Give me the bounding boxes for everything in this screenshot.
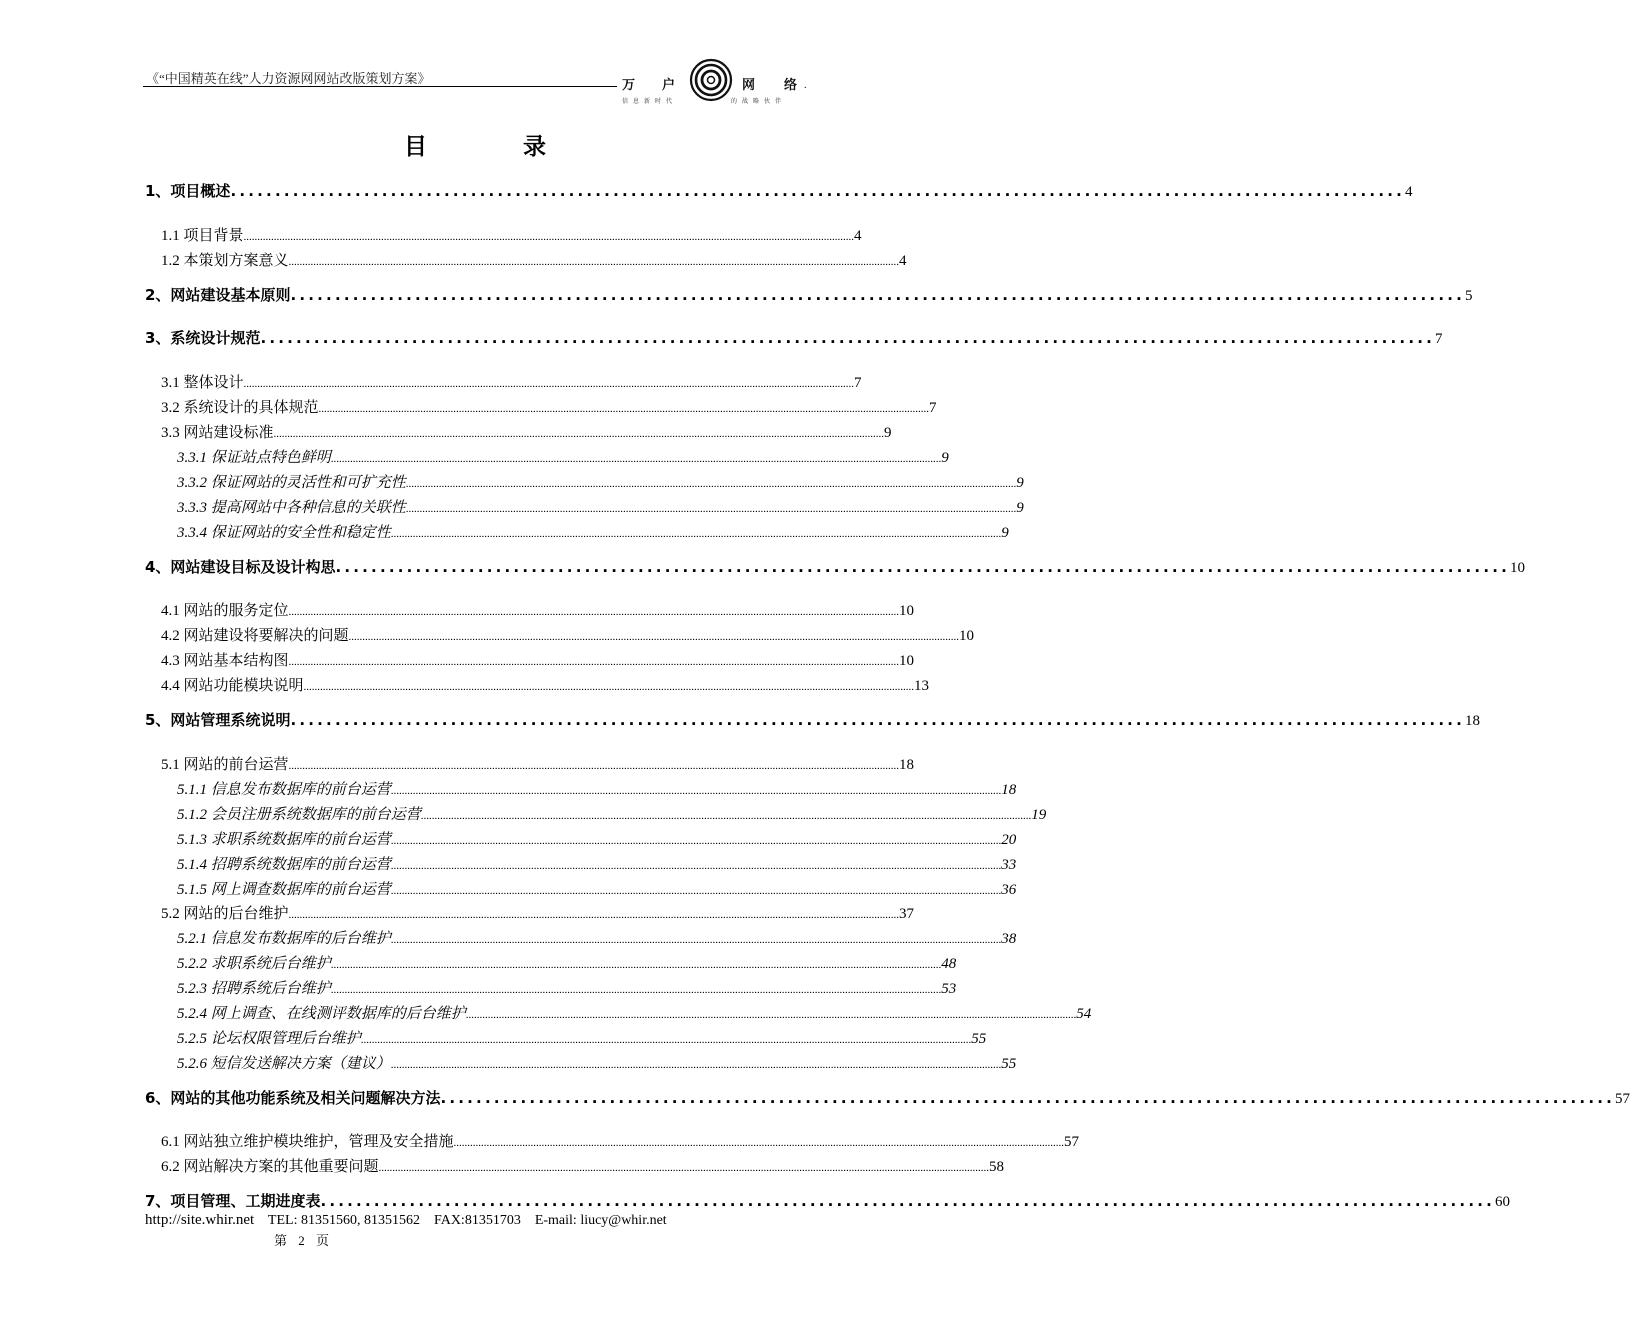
footer-email[interactable]: E-mail: liucy@whir.net xyxy=(534,1213,667,1228)
logo-dot: . xyxy=(804,80,807,91)
footer-contact xyxy=(145,1212,667,1229)
toc-entry-6[interactable]: 6、网站的其他功能系统及相关问题解决方法 .................................................................................................................................... 57 xyxy=(145,1089,1630,1107)
logo-tagline-right: 的战略伙伴 xyxy=(731,98,787,105)
toc-entry-4-3[interactable]: 4.3 网站基本结构图 .............................................................................................................................................................................................................................. 10 xyxy=(161,653,915,669)
toc-entry-3-3-3[interactable]: 3.3.3 提高网站中各种信息的关联性 .............................................................................................................................................................................................................................. 9 xyxy=(177,500,1024,516)
toc-entry-5-2-6[interactable]: 5.2.6 短信发送解决方案（建议） .............................................................................................................................................................................................................................. 55 xyxy=(177,1056,1017,1072)
toc-entry-4-4[interactable]: 4.4 网站功能模块说明 .............................................................................................................................................................................................................................. 13 xyxy=(161,678,930,694)
toc-entry-3-2[interactable]: 3.2 系统设计的具体规范 .............................................................................................................................................................................................................................. 7 xyxy=(161,400,937,416)
toc-entry-5-1-2[interactable]: 5.1.2 会员注册系统数据库的前台运营 .............................................................................................................................................................................................................................. 19 xyxy=(177,807,1047,823)
toc-entry-1-1[interactable]: 1.1 项目背景 .............................................................................................................................................................................................................................. 4 xyxy=(161,228,862,244)
logo-char-1: 万 xyxy=(622,78,636,93)
toc-entry-5[interactable]: 5、网站管理系统说明 .................................................................................................................................... 18 xyxy=(145,711,1481,729)
footer-tel: TEL: 81351560, 81351562 xyxy=(267,1213,420,1228)
toc-entry-6-1[interactable]: 6.1 网站独立维护模块维护，管理及安全措施 .............................................................................................................................................................................................................................. 57 xyxy=(161,1134,1080,1150)
toc-entry-4-1[interactable]: 4.1 网站的服务定位 .............................................................................................................................................................................................................................. 10 xyxy=(161,603,915,619)
toc-entry-2[interactable]: 2、网站建设基本原则 .................................................................................................................................... 5 xyxy=(145,286,1473,304)
logo-char-4: 络 xyxy=(784,78,798,93)
toc-entry-5-2-5[interactable]: 5.2.5 论坛权限管理后台维护 .............................................................................................................................................................................................................................. 55 xyxy=(177,1031,987,1047)
toc-entry-5-1-3[interactable]: 5.1.3 求职系统数据库的前台运营 .............................................................................................................................................................................................................................. 20 xyxy=(177,832,1017,848)
footer-fax: FAX:81351703 xyxy=(433,1213,521,1228)
toc-entry-5-1-1[interactable]: 5.1.1 信息发布数据库的前台运营 .............................................................................................................................................................................................................................. 18 xyxy=(177,782,1017,798)
toc-entry-4[interactable]: 4、网站建设目标及设计构思 .................................................................................................................................... 10 xyxy=(145,558,1526,576)
toc-entry-1-2[interactable]: 1.2 本策划方案意义 .............................................................................................................................................................................................................................. 4 xyxy=(161,253,907,269)
toc-heading: 目 录 xyxy=(403,134,590,160)
toc-entry-5-2-4[interactable]: 5.2.4 网上调查、在线测评数据库的后台维护 .............................................................................................................................................................................................................................. 54 xyxy=(177,1006,1092,1022)
logo-char-3: 网 xyxy=(742,78,756,93)
toc-entry-5-1[interactable]: 5.1 网站的前台运营 .............................................................................................................................................................................................................................. 18 xyxy=(161,757,915,773)
toc-entry-5-1-4[interactable]: 5.1.4 招聘系统数据库的前台运营 .............................................................................................................................................................................................................................. 33 xyxy=(177,857,1017,873)
logo-char-2: 户 xyxy=(662,78,676,93)
toc-entry-3-3[interactable]: 3.3 网站建设标准 .............................................................................................................................................................................................................................. 9 xyxy=(161,425,892,441)
toc-entry-5-2[interactable]: 5.2 网站的后台维护 .............................................................................................................................................................................................................................. 37 xyxy=(161,906,915,922)
logo-tagline-left: 信息新时代 xyxy=(622,98,678,105)
toc-entry-3-1[interactable]: 3.1 整体设计 .............................................................................................................................................................................................................................. 7 xyxy=(161,375,862,391)
toc-entry-3[interactable]: 3、系统设计规范 .................................................................................................................................... 7 xyxy=(145,329,1443,347)
toc-entry-6-2[interactable]: 6.2 网站解决方案的其他重要问题 .............................................................................................................................................................................................................................. 58 xyxy=(161,1159,1005,1175)
footer-url[interactable]: http://site.whir.net xyxy=(145,1212,255,1228)
header-rule xyxy=(143,86,617,87)
toc-entry-7[interactable]: 7、项目管理、工期进度表 .................................................................................................................................... 60 xyxy=(145,1192,1511,1210)
swirl-logo-icon xyxy=(687,54,735,106)
toc-entry-3-3-4[interactable]: 3.3.4 保证网站的安全性和稳定性 .............................................................................................................................................................................................................................. 9 xyxy=(177,525,1009,541)
toc-entry-5-1-5[interactable]: 5.1.5 网上调查数据库的前台运营 .............................................................................................................................................................................................................................. 36 xyxy=(177,882,1017,898)
page-number: 第 2 页 xyxy=(274,1233,334,1248)
toc-entry-3-3-2[interactable]: 3.3.2 保证网站的灵活性和可扩充性 .............................................................................................................................................................................................................................. 9 xyxy=(177,475,1024,491)
toc-entry-5-2-1[interactable]: 5.2.1 信息发布数据库的后台维护 .............................................................................................................................................................................................................................. 38 xyxy=(177,931,1017,947)
toc-entry-5-2-3[interactable]: 5.2.3 招聘系统后台维护 .............................................................................................................................................................................................................................. 53 xyxy=(177,981,957,997)
document-title: 《“中国精英在线”人力资源网网站改版策划方案》 xyxy=(146,71,431,86)
toc-entry-5-2-2[interactable]: 5.2.2 求职系统后台维护 .............................................................................................................................................................................................................................. 48 xyxy=(177,956,957,972)
toc-entry-3-3-1[interactable]: 3.3.1 保证站点特色鲜明 .............................................................................................................................................................................................................................. 9 xyxy=(177,450,949,466)
toc-entry-4-2[interactable]: 4.2 网站建设将要解决的问题 .............................................................................................................................................................................................................................. 10 xyxy=(161,628,975,644)
company-logo xyxy=(616,54,811,114)
toc-entry-1[interactable]: 1、项目概述 .................................................................................................................................... 4 xyxy=(145,182,1413,200)
